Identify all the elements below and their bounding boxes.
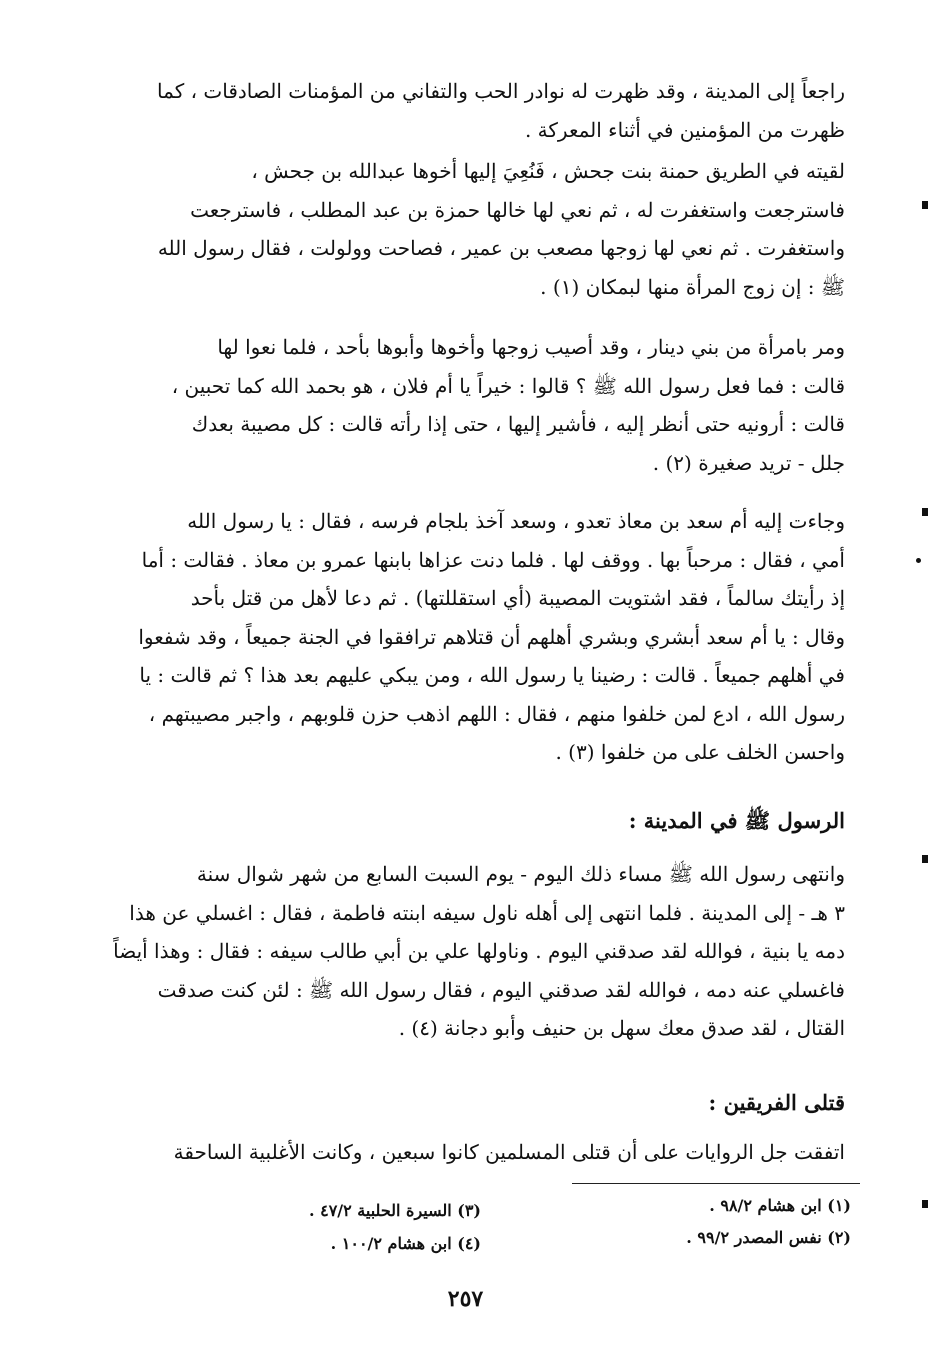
text-line: دمه يا بنية ، فوالله لقد صدقني اليوم . وناولها علي بن أبي طالب سيفه : فقال : وهذا أيضاً <box>113 939 845 963</box>
text-line: إذ رأيتك سالماً ، فقد اشتويت المصيبة (أي استقللتها) . ثم دعا لأهل من قتل بأحد <box>190 586 845 610</box>
text-line: ﷺ : إن زوج المرأة منها لبمكان (١) . <box>540 274 845 299</box>
text-line: واحسن الخلف على من خلفوا (٣) . <box>555 740 845 764</box>
paragraph-2 <box>100 152 845 306</box>
text-line: في أهلهم جميعاً . قالت : رضينا يا رسول الله ، ومن يبكي عليهم بعد هذا ؟ ثم قالت : يا <box>139 663 845 687</box>
text-line: لقيته في الطريق حمنة بنت جحش ، فَنُعِيَ إليها أخوها عبدالله بن جحش ، <box>251 159 845 183</box>
text-line: اتفقت جل الروايات على أن قتلى المسلمين كانوا سبعين ، وكانت الأغلبية الساحقة <box>173 1140 845 1164</box>
section-heading-medina: الرسول ﷺ في المدينة : <box>628 808 845 833</box>
margin-mark <box>922 1200 928 1208</box>
margin-mark <box>922 508 928 516</box>
paragraph-4 <box>100 502 845 772</box>
text-line: أمي ، فقال : مرحباً بها . ووقف لها . فلما دنت عزاها بابنها عمرو بن معاذ . فقالت : أما <box>141 547 845 572</box>
text-line: ظهرت من المؤمنين في أثناء المعركة . <box>524 117 845 142</box>
text-line: جلل - تريد صغيرة (٢) . <box>652 450 845 475</box>
text-line: فاسترجعت واستغفرت له ، ثم نعي لها خالها حمزة بن عبد المطلب ، فاسترجعت <box>190 197 845 222</box>
section-heading-casualties: قتلى الفريقين : <box>708 1090 845 1115</box>
text-line: ومر بامرأة من بني دينار ، وقد أصيب زوجها وأخوها وأبوها بأحد ، فلما نعوا لها <box>217 335 845 359</box>
text-line: فاغسلي عنه دمه ، فوالله لقد صدقني اليوم ، فقال رسول الله ﷺ : لئن كنت صدقت <box>157 977 845 1002</box>
footnote-separator <box>572 1183 860 1184</box>
text-line: ٣ هـ - إلى المدينة . فلما انتهى إلى أهله ناول سيفه ابنته فاطمة ، فقال : اغسلي عن هذا <box>129 900 845 925</box>
text-line: رسول الله ، ادع لمن خلفوا منهم ، فقال : اللهم اذهب حزن قلوبهم ، واجبر مصيبتهم ، <box>148 701 845 726</box>
text-line: وانتهى رسول الله ﷺ مساء ذلك اليوم - يوم السبت السابع من شهر شوال سنة <box>196 862 845 886</box>
text-line: قالت : فما فعل رسول الله ﷺ ؟ قالوا : خيراً يا أم فلان ، هو بحمد الله كما تحبين ، <box>171 373 845 398</box>
text-line: القتال ، لقد صدق معك سهل بن حنيف وأبو دجانة (٤) . <box>398 1016 845 1040</box>
footnote-1: (١) ابن هشام ٩٨/٢ . <box>709 1196 851 1215</box>
text-line: قالت : أرونيه حتى أنظر إليه ، فأشير إليها ، حتى إذا رأته قالت : كل مصيبة بعدك <box>191 412 845 436</box>
page-number: ٢٥٧ <box>447 1286 484 1312</box>
text-line: واستغفرت . ثم نعي لها زوجها مصعب بن عمير ، فصاحت وولولت ، فقال رسول الله <box>157 236 845 260</box>
paragraph-3 <box>100 328 845 482</box>
margin-mark <box>922 855 928 863</box>
paragraph-1 <box>100 72 845 149</box>
footnote-2: (٢) نفس المصدر ٩٩/٢ . <box>686 1228 851 1247</box>
footnote-4: (٤) ابن هشام ١٠٠/٢ . <box>330 1234 481 1253</box>
paragraph-5 <box>100 855 845 1048</box>
text-line: وجاءت إليه أم سعد بن معاذ تعدو ، وسعد آخذ بلجام فرسه ، فقال : يا رسول الله <box>187 509 845 533</box>
margin-mark <box>922 201 928 209</box>
paragraph-6 <box>100 1133 845 1172</box>
margin-mark <box>916 558 921 563</box>
text-line: راجعاً إلى المدينة ، وقد ظهرت له نوادر الحب والتفاني من المؤمنات الصادقات ، كما <box>157 79 845 103</box>
footnote-3: (٣) السيرة الحلبية ٤٧/٢ . <box>308 1201 481 1220</box>
text-line: وقال : يا أم سعد أبشري وبشري أهلهم أن قتلاهم ترافقوا في الجنة جميعاً ، وقد شفعوا <box>138 624 845 649</box>
